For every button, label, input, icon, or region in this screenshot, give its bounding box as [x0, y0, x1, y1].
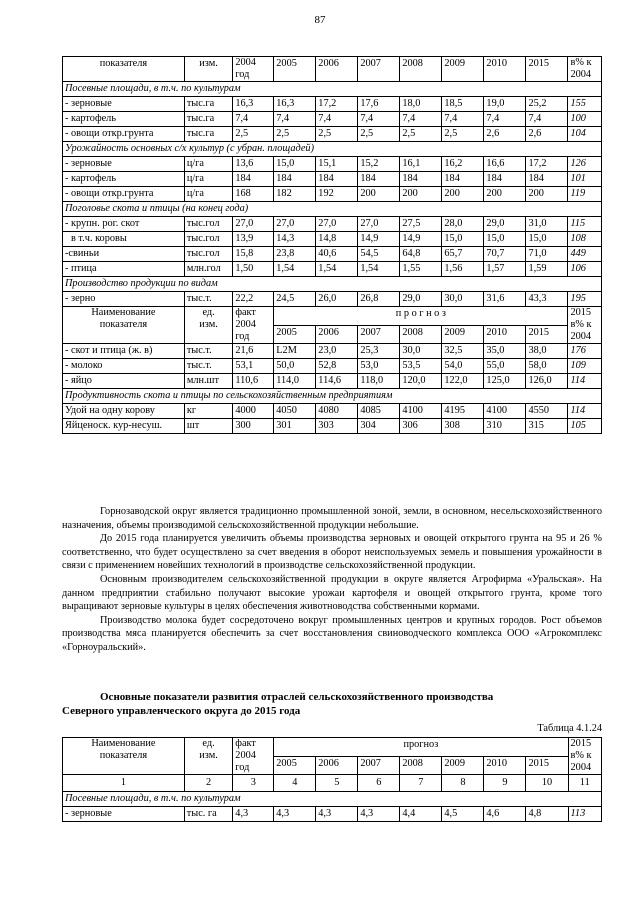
table-cell: 15,0 — [442, 232, 484, 247]
column-number: 6 — [358, 775, 400, 792]
table-cell: 15,8 — [233, 247, 274, 262]
table-row — [63, 187, 602, 202]
table-cell: 304 — [358, 419, 400, 434]
forecast-header: п р о г н о з — [274, 307, 568, 326]
table-cell: 1,54 — [358, 262, 400, 277]
header-cell: факт 2004 год — [233, 738, 274, 775]
table-cell: тыс.гол — [184, 217, 233, 232]
year-cell: 2015 — [526, 756, 568, 775]
table-cell: 114 — [568, 404, 602, 419]
table-cell: 53,5 — [400, 359, 442, 374]
table-cell: - овощи откр.грунта — [63, 127, 185, 142]
table-cell: 184 — [484, 172, 526, 187]
year-cell: 2010 — [484, 325, 526, 344]
table-cell: Удой на одну корову — [63, 404, 185, 419]
header-cell: 2010 — [484, 57, 526, 82]
table-cell: 28,0 — [442, 217, 484, 232]
year-cell: 2007 — [358, 325, 400, 344]
header-cell: в% к 2004 — [568, 57, 602, 82]
column-number: 8 — [442, 775, 484, 792]
table-cell: тыс.гол — [184, 232, 233, 247]
column-number: 4 — [274, 775, 316, 792]
table-cell: 4,3 — [358, 807, 400, 822]
table-cell: 16,6 — [484, 157, 526, 172]
table-cell: 7,4 — [400, 112, 442, 127]
table-row — [63, 344, 602, 359]
table-cell: 2,5 — [358, 127, 400, 142]
header-cell: 2015 — [526, 57, 568, 82]
table-cell: 16,3 — [274, 97, 316, 112]
table-cell: 118,0 — [358, 374, 400, 389]
table-cell: 14,9 — [400, 232, 442, 247]
table-cell: 4,5 — [442, 807, 484, 822]
table-cell: 71,0 — [526, 247, 568, 262]
table-cell: 14,8 — [316, 232, 358, 247]
table-cell: 18,0 — [400, 97, 442, 112]
table-cell: 101 — [568, 172, 602, 187]
header-cell: изм. — [184, 57, 233, 82]
table-cell: 1,56 — [442, 262, 484, 277]
table-cell: 109 — [568, 359, 602, 374]
table-cell: 120,0 — [400, 374, 442, 389]
table-cell: 300 — [233, 419, 274, 434]
table-row — [63, 217, 602, 232]
year-cell: 2009 — [442, 756, 484, 775]
table-row — [63, 112, 602, 127]
table-cell: 184 — [442, 172, 484, 187]
year-cell: 2006 — [316, 325, 358, 344]
table-cell: 16,3 — [233, 97, 274, 112]
table-cell: 4100 — [400, 404, 442, 419]
table-cell: 105 — [568, 419, 602, 434]
table-heading — [62, 690, 602, 718]
table-cell: 27,0 — [316, 217, 358, 232]
column-number-row — [63, 775, 602, 792]
forecast-header: прогноз — [274, 738, 568, 757]
table-cell: млн.гол — [184, 262, 233, 277]
table-cell: 200 — [400, 187, 442, 202]
table-cell: - молоко — [63, 359, 185, 374]
table-cell: 24,5 — [274, 292, 316, 307]
table-cell: млн.шт — [184, 374, 233, 389]
table-cell: 50,0 — [274, 359, 316, 374]
paragraph: До 2015 года планируется увеличить объемы производства зерновых и овощей открытого грунта на 95 и 26 % соответственно, что будет осуществлено за счет введения в оборот неиспользуемых земель и повышения урожайности в связи с применением новейших технологий в производстве сельскохозяйственной продукции. — [62, 533, 602, 572]
table-cell: - картофель — [63, 112, 185, 127]
table-cell: 2,6 — [484, 127, 526, 142]
table-cell: 108 — [568, 232, 602, 247]
year-cell: 2009 — [442, 325, 484, 344]
table-header-row — [63, 57, 602, 82]
table-cell: тыс.т. — [184, 344, 233, 359]
table-cell: - зерновые — [63, 807, 185, 822]
table-cell: 27,0 — [358, 217, 400, 232]
table-cell: 58,0 — [526, 359, 568, 374]
table-cell: 4550 — [526, 404, 568, 419]
table-cell: -свиньи — [63, 247, 185, 262]
table-cell: 184 — [358, 172, 400, 187]
table-cell: 55,0 — [484, 359, 526, 374]
table-cell: тыс.га — [184, 97, 233, 112]
table-cell: 25,2 — [526, 97, 568, 112]
northern-district-table — [62, 737, 602, 822]
table-cell: 4,6 — [484, 807, 526, 822]
table-row — [63, 262, 602, 277]
paragraph: Основным производителем сельскохозяйственной продукции в округе является Агрофирма «Уральская». На данном предприятии стабильно получают высокие урожаи картофеля и овощей открытого грунта, кроме того выращивают зерновые культуры в целях обеспечения животноводства собственными кормами. — [62, 573, 602, 613]
table-cell: 110,6 — [233, 374, 274, 389]
table-cell: 38,0 — [526, 344, 568, 359]
column-number: 3 — [233, 775, 274, 792]
table-cell: 449 — [568, 247, 602, 262]
paragraph: Производство молока будет сосредоточено вокруг промышленных центров и крупных городов. Рост объемов производства мяса планируется обеспечить за счет восстановления свиноводческого комплекса ООО «Агрокомплекс «Горноуральский». — [62, 614, 602, 653]
table-cell: 54,5 — [358, 247, 400, 262]
table-cell: 4100 — [484, 404, 526, 419]
table-cell: 184 — [526, 172, 568, 187]
column-number: 2 — [184, 775, 233, 792]
table-row — [63, 97, 602, 112]
table-cell: 4,3 — [316, 807, 358, 822]
header-cell: 2005 — [274, 57, 316, 82]
table-cell: - скот и птица (ж. в) — [63, 344, 185, 359]
table-cell: 1,55 — [400, 262, 442, 277]
table-cell: 15,0 — [484, 232, 526, 247]
table-cell: 64,8 — [400, 247, 442, 262]
table-cell: 26,0 — [316, 292, 358, 307]
table-cell: 29,0 — [484, 217, 526, 232]
column-number: 1 — [63, 775, 185, 792]
table-cell: 14,3 — [274, 232, 316, 247]
table-cell: 70,7 — [484, 247, 526, 262]
table-cell: 200 — [442, 187, 484, 202]
table-cell: 14,9 — [358, 232, 400, 247]
heading-line-2: Северного управленческого округа до 2015 года — [62, 705, 301, 717]
table-cell: 114 — [568, 374, 602, 389]
table-cell: 184 — [316, 172, 358, 187]
header-cell: 2006 — [316, 57, 358, 82]
table-cell: ц/га — [184, 187, 233, 202]
table-cell: 16,2 — [442, 157, 484, 172]
table-cell: 4195 — [442, 404, 484, 419]
section-title: Производство продукции по видам — [63, 277, 602, 292]
agri-indicators-table — [62, 56, 602, 434]
table-cell: 7,4 — [274, 112, 316, 127]
table-cell: 100 — [568, 112, 602, 127]
table-cell: 122,0 — [442, 374, 484, 389]
column-number: 9 — [484, 775, 526, 792]
column-number: 10 — [526, 775, 568, 792]
column-number: 11 — [568, 775, 601, 792]
table-cell: 13,9 — [233, 232, 274, 247]
table-cell: 2,5 — [233, 127, 274, 142]
table-cell: 13,6 — [233, 157, 274, 172]
table-cell: 104 — [568, 127, 602, 142]
table-row — [63, 172, 602, 187]
table-cell: 35,0 — [484, 344, 526, 359]
table-cell: ц/га — [184, 172, 233, 187]
table-cell: тыс. га — [184, 807, 233, 822]
year-cell: 2005 — [274, 756, 316, 775]
table-cell: - птица — [63, 262, 185, 277]
table-cell: 30,0 — [400, 344, 442, 359]
table-cell: L2M — [274, 344, 316, 359]
table-cell: 4085 — [358, 404, 400, 419]
table-cell: 7,4 — [484, 112, 526, 127]
table-cell: 7,4 — [442, 112, 484, 127]
body-text — [62, 505, 602, 655]
table-cell: 40,6 — [316, 247, 358, 262]
table-cell: 27,0 — [274, 217, 316, 232]
table-cell: 22,2 — [233, 292, 274, 307]
table-cell: 113 — [568, 807, 601, 822]
section-row — [63, 792, 602, 807]
header-cell: 2007 — [358, 57, 400, 82]
table-cell: 4,8 — [526, 807, 568, 822]
table-number-label: Таблица 4.1.24 — [537, 723, 602, 734]
table-header-row — [63, 738, 602, 757]
table-cell: 15,0 — [526, 232, 568, 247]
table-cell: 4000 — [233, 404, 274, 419]
table-cell: 168 — [233, 187, 274, 202]
table-cell: 1,59 — [526, 262, 568, 277]
table-cell: тыс.т. — [184, 292, 233, 307]
table-cell: 2,5 — [442, 127, 484, 142]
header-cell: показателя — [63, 57, 185, 82]
table-cell: 192 — [316, 187, 358, 202]
table-cell: - овощи откр.грунта — [63, 187, 185, 202]
table-cell: 2,5 — [274, 127, 316, 142]
section-title: Урожайность основных с/х культур (с убран. площадей) — [63, 142, 602, 157]
section-title: Продуктивность скота и птицы по сельскохозяйственным предприятиям — [63, 389, 602, 404]
table-cell: 7,4 — [526, 112, 568, 127]
header-cell: 2008 — [400, 57, 442, 82]
header-cell: факт 2004 год — [233, 307, 274, 344]
table-cell: 200 — [484, 187, 526, 202]
table-cell: тыс.гол — [184, 247, 233, 262]
section-row — [63, 82, 602, 97]
section-row — [63, 202, 602, 217]
table-cell: 4080 — [316, 404, 358, 419]
table-cell: 2,5 — [316, 127, 358, 142]
table-cell: 115 — [568, 217, 602, 232]
table-cell: 16,1 — [400, 157, 442, 172]
table-cell: 32,5 — [442, 344, 484, 359]
table-cell: 26,8 — [358, 292, 400, 307]
table-cell: 17,2 — [526, 157, 568, 172]
table-cell: тыс.га — [184, 112, 233, 127]
heading-line-1: Основные показатели развития отраслей сельскохозяйственного производства — [100, 691, 494, 703]
table-row — [63, 419, 602, 434]
table-cell: 184 — [274, 172, 316, 187]
header-cell: Наименование показателя — [63, 738, 185, 775]
table-cell: 23,8 — [274, 247, 316, 262]
table-cell: 184 — [400, 172, 442, 187]
table-cell: - крупн. рог. скот — [63, 217, 185, 232]
year-cell: 2015 — [526, 325, 568, 344]
table-cell: 1,54 — [316, 262, 358, 277]
table-row — [63, 247, 602, 262]
table-cell: 65,7 — [442, 247, 484, 262]
table-cell: 4,3 — [274, 807, 316, 822]
table-cell: 114,0 — [274, 374, 316, 389]
table-subheader-row — [63, 307, 602, 326]
table-cell: 29,0 — [400, 292, 442, 307]
table-row — [63, 807, 602, 822]
table-cell: 182 — [274, 187, 316, 202]
table-cell: - зерно — [63, 292, 185, 307]
header-cell: 2009 — [442, 57, 484, 82]
paragraph: Горнозаводской округ является традиционно промышленной зоной, земли, в основном, несельскохозяйственного назначения, объемы производимой сельскохозяйственной продукции небольшие. — [62, 506, 602, 531]
table-cell: 303 — [316, 419, 358, 434]
table-cell: 200 — [358, 187, 400, 202]
table-cell: 15,0 — [274, 157, 316, 172]
table-cell: 195 — [568, 292, 602, 307]
table-row — [63, 127, 602, 142]
table-row — [63, 374, 602, 389]
table-cell: 21,6 — [233, 344, 274, 359]
table-cell: 30,0 — [442, 292, 484, 307]
header-cell: 2015 в% к 2004 — [568, 738, 601, 775]
year-cell: 2005 — [274, 325, 316, 344]
table-cell: 126,0 — [526, 374, 568, 389]
table-cell: 1,54 — [274, 262, 316, 277]
table-cell: 315 — [526, 419, 568, 434]
table-cell: 17,6 — [358, 97, 400, 112]
column-number: 5 — [316, 775, 358, 792]
table-cell: 15,2 — [358, 157, 400, 172]
table-cell: кг — [184, 404, 233, 419]
table-cell: 2,6 — [526, 127, 568, 142]
year-cell: 2007 — [358, 756, 400, 775]
table-cell: в т.ч. коровы — [63, 232, 185, 247]
header-cell: ед. изм. — [184, 307, 233, 344]
table-cell: 119 — [568, 187, 602, 202]
year-cell: 2006 — [316, 756, 358, 775]
table-cell: 7,4 — [316, 112, 358, 127]
table-cell: 27,0 — [233, 217, 274, 232]
table-cell: 17,2 — [316, 97, 358, 112]
table-cell: 52,8 — [316, 359, 358, 374]
table-cell: 306 — [400, 419, 442, 434]
table-cell: 54,0 — [442, 359, 484, 374]
section-row — [63, 389, 602, 404]
table-cell: 4,4 — [400, 807, 442, 822]
table-cell: 31,6 — [484, 292, 526, 307]
table-cell: 31,0 — [526, 217, 568, 232]
table-cell: - зерновые — [63, 97, 185, 112]
table-cell: - яйцо — [63, 374, 185, 389]
section-title: Посевные площади, в т.ч. по культурам — [63, 82, 602, 97]
table-cell: 114,6 — [316, 374, 358, 389]
table-cell: 4050 — [274, 404, 316, 419]
table-cell: 19,0 — [484, 97, 526, 112]
table-cell: 308 — [442, 419, 484, 434]
page-number: 87 — [314, 14, 326, 26]
table-cell: 2,5 — [400, 127, 442, 142]
table-cell: тыс.т. — [184, 359, 233, 374]
table-cell: 25,3 — [358, 344, 400, 359]
table-cell: 310 — [484, 419, 526, 434]
table-cell: 7,4 — [233, 112, 274, 127]
section-title: Поголовье скота и птицы (на конец года) — [63, 202, 602, 217]
table-cell: - зерновые — [63, 157, 185, 172]
table-row — [63, 404, 602, 419]
table-cell: 184 — [233, 172, 274, 187]
header-cell: 2015 в% к 2004 — [568, 307, 602, 344]
table-cell: 106 — [568, 262, 602, 277]
section-row — [63, 277, 602, 292]
table-cell: тыс.га — [184, 127, 233, 142]
table-cell: 155 — [568, 97, 602, 112]
table-cell: 53,0 — [358, 359, 400, 374]
table-cell: 125,0 — [484, 374, 526, 389]
table-cell: Яйценоск. кур-несуш. — [63, 419, 185, 434]
table-cell: 126 — [568, 157, 602, 172]
table-cell: 176 — [568, 344, 602, 359]
table-row — [63, 232, 602, 247]
table-cell: 23,0 — [316, 344, 358, 359]
section-row — [63, 142, 602, 157]
header-cell: 2004 год — [233, 57, 274, 82]
table-cell: ц/га — [184, 157, 233, 172]
section-title: Посевные площади, в т.ч. по культурам — [63, 792, 602, 807]
table-cell: 1,57 — [484, 262, 526, 277]
table-cell: 27,5 — [400, 217, 442, 232]
table-cell: 200 — [526, 187, 568, 202]
table-cell: 43,3 — [526, 292, 568, 307]
table-cell: 4,3 — [233, 807, 274, 822]
table-cell: 1,50 — [233, 262, 274, 277]
table-cell: 53,1 — [233, 359, 274, 374]
table-row — [63, 359, 602, 374]
header-cell: Наименование показателя — [63, 307, 185, 344]
table-cell: 7,4 — [358, 112, 400, 127]
column-number: 7 — [400, 775, 442, 792]
year-cell: 2010 — [484, 756, 526, 775]
year-cell: 2008 — [400, 756, 442, 775]
table-cell: шт — [184, 419, 233, 434]
header-cell: ед. изм. — [184, 738, 233, 775]
year-cell: 2008 — [400, 325, 442, 344]
table-cell: 15,1 — [316, 157, 358, 172]
table-cell: 18,5 — [442, 97, 484, 112]
table-cell: - картофель — [63, 172, 185, 187]
table-row — [63, 292, 602, 307]
table-cell: 301 — [274, 419, 316, 434]
table-row — [63, 157, 602, 172]
